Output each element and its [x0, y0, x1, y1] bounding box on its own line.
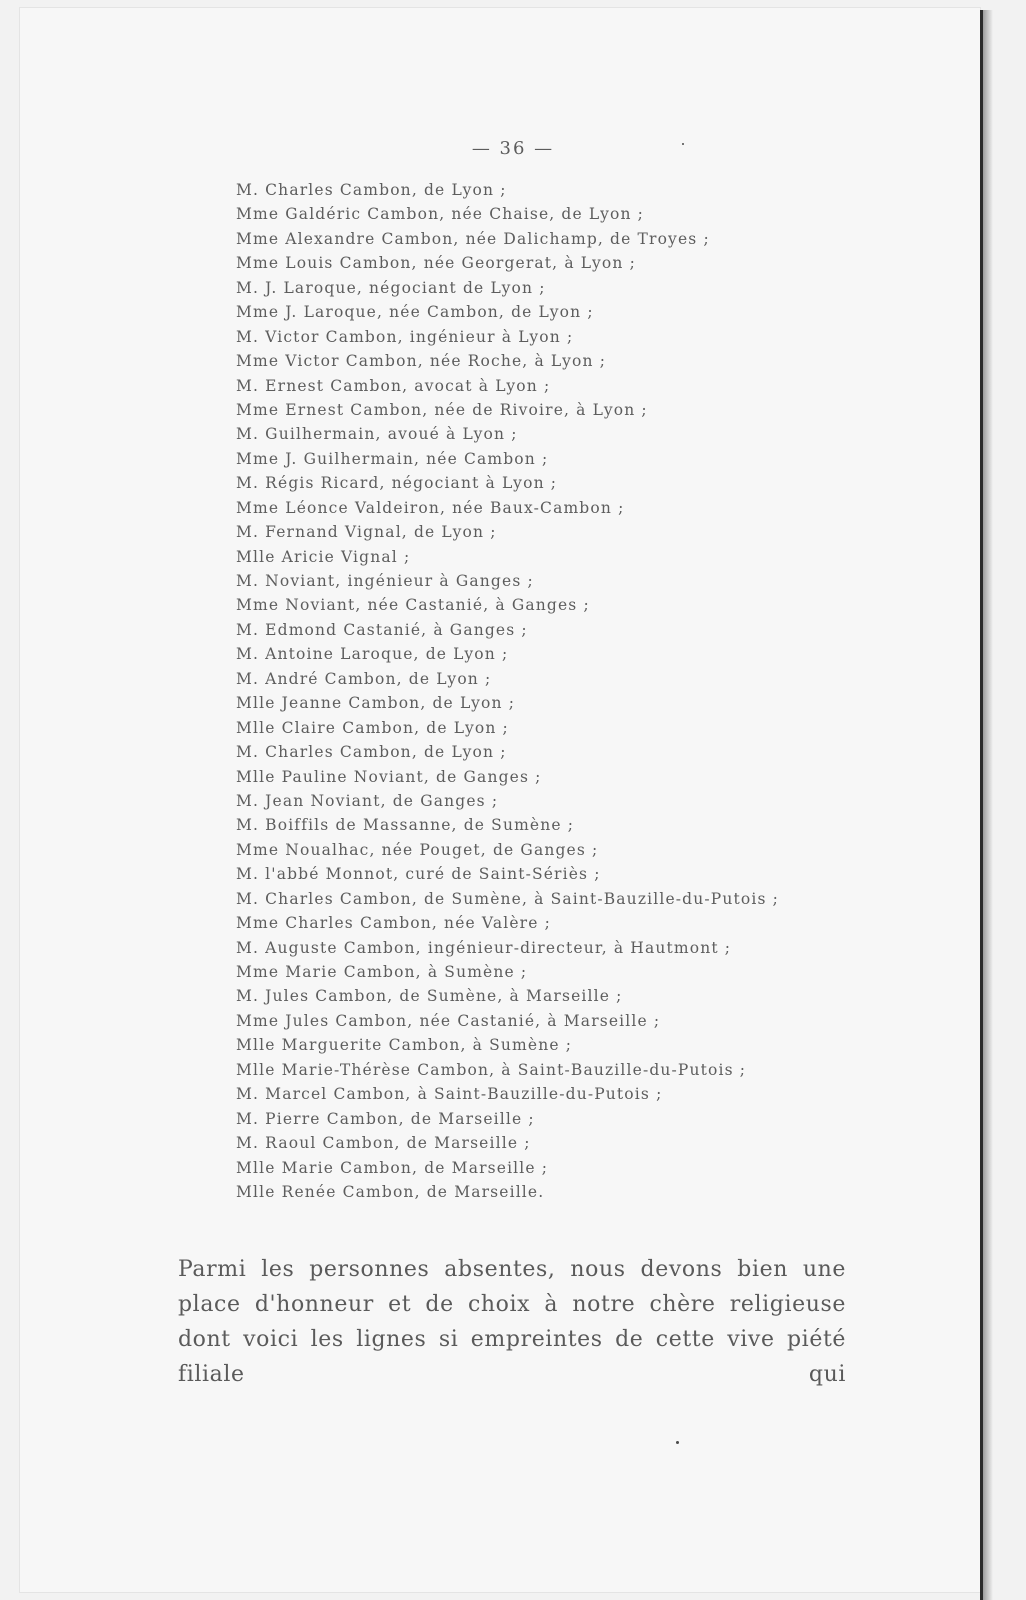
attendee-line: M. Charles Cambon, de Lyon ; [236, 743, 507, 762]
attendee-line: M. J. Laroque, négociant de Lyon ; [236, 278, 546, 297]
attendee-line: M. Raoul Cambon, de Marseille ; [236, 1134, 531, 1153]
attendee-line: Mlle Claire Cambon, de Lyon ; [236, 718, 509, 737]
attendee-line: Mlle Marie-Thérèse Cambon, à Saint-Bauzille-du-Putois ; [236, 1060, 747, 1079]
attendee-line: M. Victor Cambon, ingénieur à Lyon ; [236, 327, 574, 346]
attendee-line: Mme Galdéric Cambon, née Chaise, de Lyon ; [236, 205, 645, 224]
attendee-line: M. Guilhermain, avoué à Lyon ; [236, 425, 518, 444]
attendee-line: Mme Jules Cambon, née Castanié, à Marseille ; [236, 1011, 661, 1030]
attendee-line: M. Pierre Cambon, de Marseille ; [236, 1109, 535, 1128]
attendee-line: M. Charles Cambon, de Lyon ; [236, 181, 507, 199]
attendee-line: M. Noviant, ingénieur à Ganges ; [236, 572, 534, 590]
attendee-line: M. Fernand Vignal, de Lyon ; [236, 523, 497, 542]
attendee-line: Mme J. Laroque, née Cambon, de Lyon ; [236, 303, 594, 322]
attendee-line: Mme Noualhac, née Pouget, de Ganges ; [236, 840, 599, 859]
attendee-line: Mme Ernest Cambon, née de Rivoire, à Lyon ; [236, 400, 648, 419]
attendee-line: Mlle Renée Cambon, de Marseille. [236, 1182, 545, 1201]
attendee-line: Mme Noviant, née Castanié, à Ganges ; [236, 596, 590, 615]
attendee-line: M. Edmond Castanié, à Ganges ; [236, 620, 528, 639]
attendee-line: M. Antoine Laroque, de Lyon ; [236, 645, 509, 664]
attendee-line: M. Charles Cambon, de Sumène, à Saint-Bauzille-du-Putois ; [236, 889, 779, 908]
attendee-line: M. André Cambon, de Lyon ; [236, 669, 492, 688]
attendee-line: Mlle Jeanne Cambon, de Lyon ; [236, 694, 516, 713]
attendee-line: Mme Victor Cambon, née Roche, à Lyon ; [236, 352, 607, 371]
attendee-line: M. Marcel Cambon, à Saint-Bauzille-du-Putois ; [236, 1085, 663, 1104]
attendee-line: M. Jean Noviant, de Ganges ; [236, 791, 499, 810]
attendee-line: M. Ernest Cambon, avocat à Lyon ; [236, 376, 551, 395]
attendee-line: Mlle Marguerite Cambon, à Sumène ; [236, 1036, 573, 1055]
ink-speck [682, 143, 684, 145]
page-number: — 36 — [471, 138, 555, 159]
ink-speck [676, 1441, 679, 1444]
attendee-line: Mlle Aricie Vignal ; [236, 547, 411, 566]
page-edge-shadow [983, 10, 993, 1600]
attendee-line: M. Régis Ricard, négociant à Lyon ; [236, 474, 558, 493]
attendee-line: Mme Alexandre Cambon, née Dalichamp, de Troyes ; [236, 229, 710, 248]
attendee-line: M. l'abbé Monnot, curé de Saint-Sériès ; [236, 865, 601, 884]
body-paragraph: Parmi les personnes absentes, nous devons bien une place d'honneur et de choix à notre chère religieuse dont voici les lignes si empreintes de cette vive piété filiale qui [178, 1257, 846, 1387]
attendee-line: M. Auguste Cambon, ingénieur-directeur, à Hautmont ; [236, 938, 732, 957]
attendee-line: Mme J. Guilhermain, née Cambon ; [236, 449, 549, 468]
attendee-line: Mme Louis Cambon, née Georgerat, à Lyon ; [236, 254, 636, 273]
attendee-line: Mlle Marie Cambon, de Marseille ; [236, 1158, 549, 1177]
attendee-list [236, 178, 779, 1204]
attendee-line: Mme Marie Cambon, à Sumène ; [236, 963, 528, 981]
attendee-line: M. Boiffils de Massanne, de Sumène ; [236, 816, 575, 835]
attendee-line: Mlle Pauline Noviant, de Ganges ; [236, 767, 542, 786]
attendee-line: Mme Léonce Valdeiron, née Baux-Cambon ; [236, 498, 625, 517]
attendee-line: Mme Charles Cambon, née Valère ; [236, 914, 551, 933]
attendee-line: M. Jules Cambon, de Sumène, à Marseille ; [236, 987, 623, 1006]
